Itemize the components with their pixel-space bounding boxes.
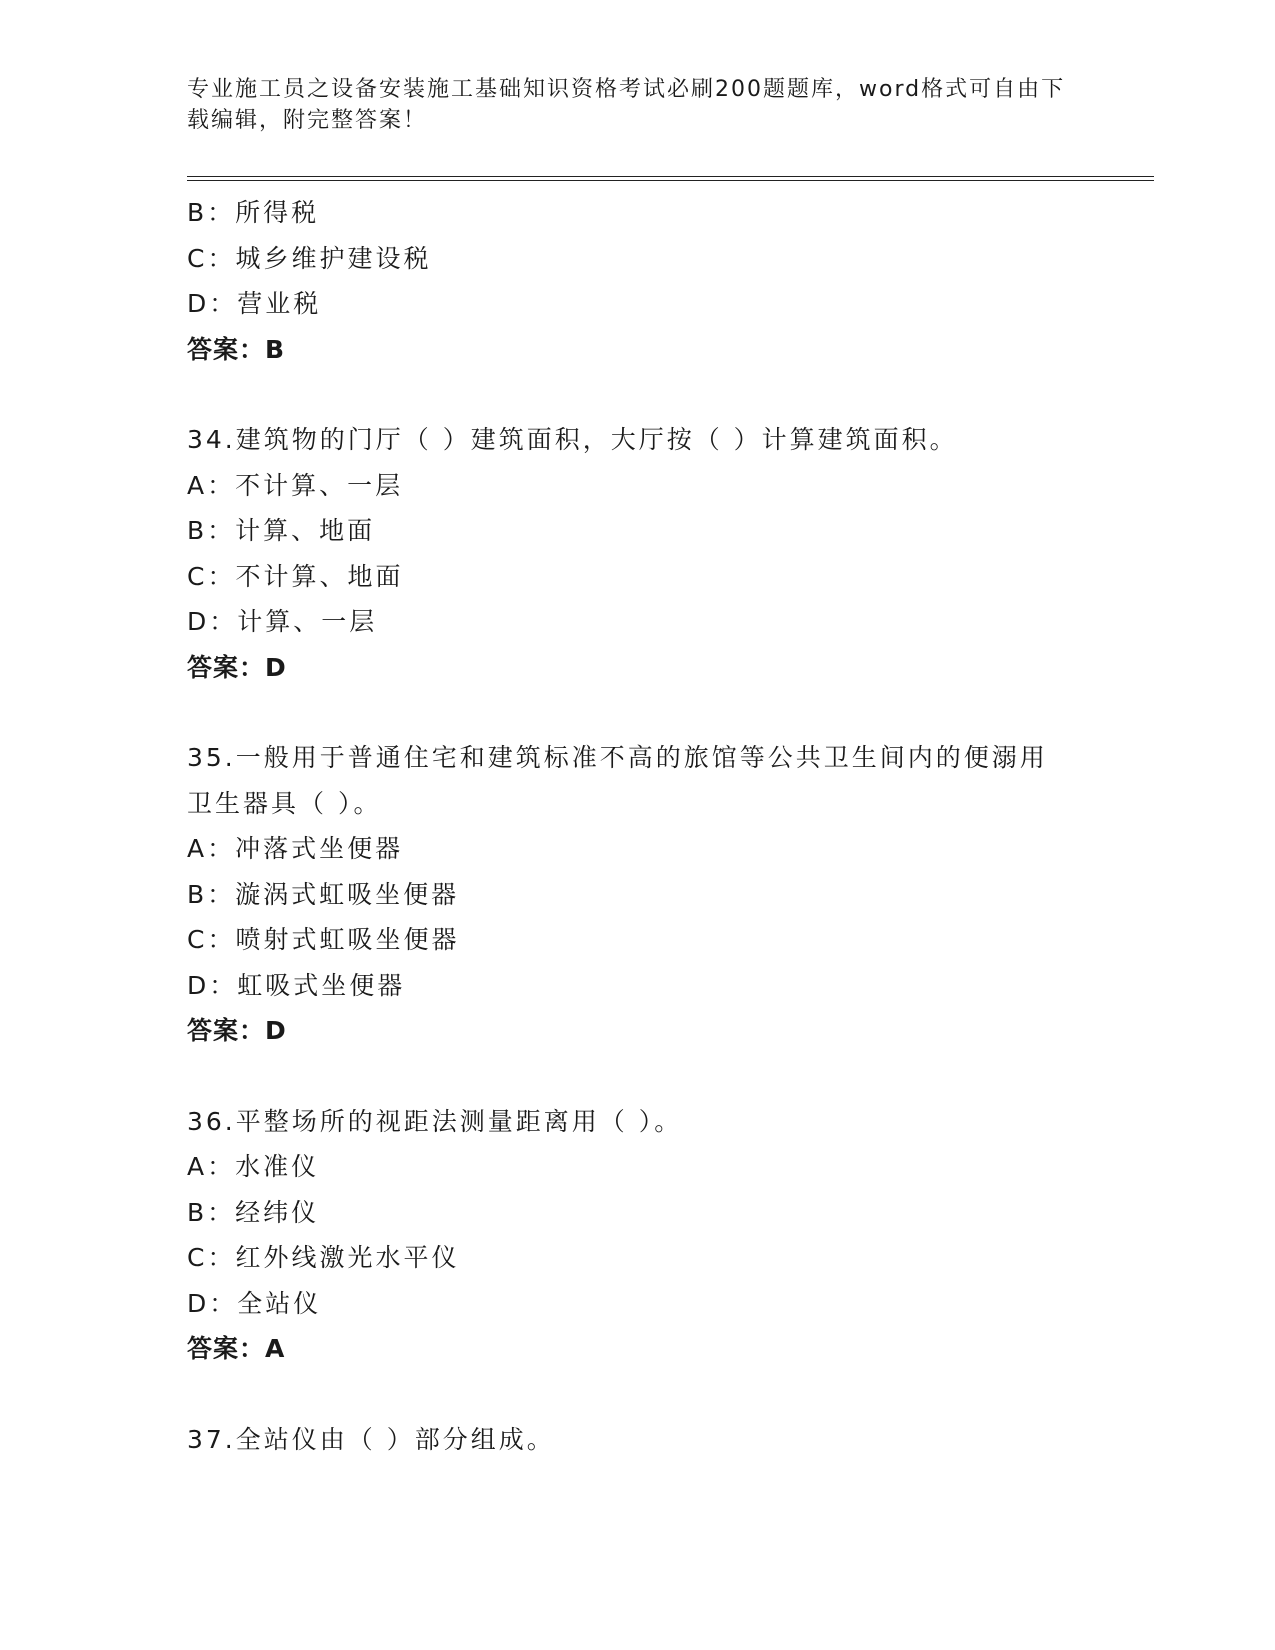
question-35 bbox=[187, 735, 1147, 1054]
answer: 答案：D bbox=[187, 1016, 287, 1045]
question-34 bbox=[187, 417, 1147, 690]
option-c: C：喷射式虹吸坐便器 bbox=[187, 925, 460, 954]
header-divider bbox=[187, 176, 1154, 181]
option-b: B：经纬仪 bbox=[187, 1197, 320, 1227]
question-stem: 35.一般用于普通住宅和建筑标准不高的旅馆等公共卫生间内的便溺用卫生器具（ ）。 bbox=[187, 743, 1048, 818]
option-c: C：城乡维护建设税 bbox=[187, 243, 432, 273]
question-stem: 34.建筑物的门厅（ ）建筑面积，大厅按（ ）计算建筑面积。 bbox=[187, 425, 958, 454]
option-d: D：全站仪 bbox=[187, 1288, 322, 1318]
option-c: C：红外线激光水平仪 bbox=[187, 1243, 460, 1272]
option-d: D：计算、一层 bbox=[187, 607, 378, 636]
question-33-tail bbox=[187, 190, 1147, 372]
option-a: A：不计算、一层 bbox=[187, 470, 404, 500]
option-b: B：计算、地面 bbox=[187, 516, 376, 545]
page-header: 专业施工员之设备安装施工基础知识资格考试必刷200题题库，word格式可自由下载编辑，附完整答案！ bbox=[187, 77, 1066, 133]
option-d: D：虹吸式坐便器 bbox=[187, 970, 406, 1000]
option-a: A：水准仪 bbox=[187, 1152, 320, 1181]
question-list bbox=[187, 190, 1147, 1462]
option-c: C：不计算、地面 bbox=[187, 561, 404, 591]
question-37 bbox=[187, 1417, 1147, 1463]
answer: 答案：D bbox=[187, 652, 287, 682]
option-b: B：漩涡式虹吸坐便器 bbox=[187, 879, 460, 909]
option-b: B：所得税 bbox=[187, 198, 320, 227]
option-d: D：营业税 bbox=[187, 289, 322, 318]
option-a: A：冲落式坐便器 bbox=[187, 834, 404, 863]
question-36 bbox=[187, 1099, 1147, 1372]
question-stem: 37.全站仪由（ ）部分组成。 bbox=[187, 1424, 555, 1454]
answer: 答案：B bbox=[187, 334, 286, 364]
question-stem: 36.平整场所的视距法测量距离用（ ）。 bbox=[187, 1106, 683, 1136]
answer: 答案：A bbox=[187, 1334, 286, 1363]
